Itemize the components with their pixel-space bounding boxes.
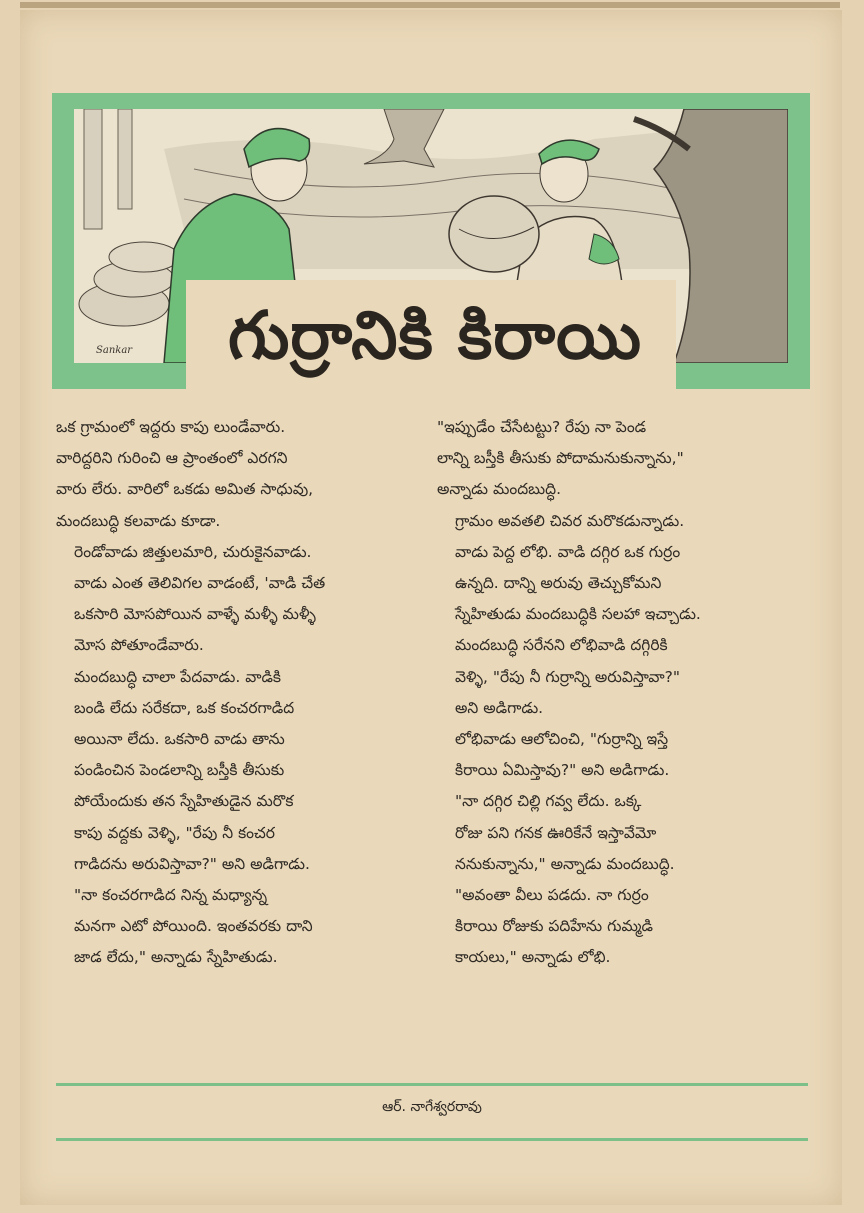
text-line: జాడ లేదు," అన్నాడు స్నేహితుడు. xyxy=(74,948,278,967)
divider-bottom xyxy=(56,1138,808,1141)
text-line: కిరాయి రోజుకు పదిహేను గుమ్మడి xyxy=(455,917,653,936)
paragraph xyxy=(56,537,426,662)
text-line: కాయలు," అన్నాడు లోభి. xyxy=(455,948,611,967)
text-line: లాన్ని బస్తీకి తీసుకు పోదామనుకున్నాను," xyxy=(437,449,684,468)
text-line: స్నేహితుడు మందబుద్ధికి సలహా ఇచ్చాడు. xyxy=(455,605,701,624)
text-line: ననుకున్నాను," అన్నాడు మందబుద్ధి. xyxy=(455,854,675,873)
text-line: వాడు పెద్ద లోభి. వాడి దగ్గిర ఒక గుర్రం xyxy=(455,542,681,561)
story-title: గుర్రానికి కిరాయి xyxy=(227,296,643,374)
text-line: రోజు పని గనక ఊరికేనే ఇస్తావేమో xyxy=(455,823,657,842)
text-line: "ఇప్పుడేం చేసేటట్టు? రేపు నా పెండ xyxy=(437,418,647,436)
text-line: అని అడిగాడు. xyxy=(455,698,544,717)
illustrator-signature: Sankar xyxy=(96,345,133,356)
text-line: మనగా ఎటో పోయింది. ఇంతవరకు దాని xyxy=(74,917,313,936)
left-column xyxy=(56,412,426,974)
divider-top xyxy=(56,1083,808,1086)
text-line: లోభివాడు ఆలోచించి, "గుర్రాన్ని ఇస్తే xyxy=(455,730,669,749)
text-line: మందబుద్ధి కలవాడు కూడా. xyxy=(56,511,221,530)
text-line: మందబుద్ధి చాలా పేదవాడు. వాడికి xyxy=(74,667,282,686)
paragraph xyxy=(437,630,809,724)
text-line: వారు లేరు. వారిలో ఒకడు అమిత సాధువు, xyxy=(56,480,314,499)
paragraph xyxy=(437,412,809,506)
text-line: వారిద్దరిని గురించి ఆ ప్రాంతంలో ఎరగని xyxy=(56,449,288,468)
text-line: గ్రామం అవతలి చివర మరొకడున్నాడు. xyxy=(455,511,685,530)
paragraph xyxy=(56,412,426,537)
paragraph xyxy=(56,662,426,880)
paragraph xyxy=(437,786,809,880)
text-line: బండి లేదు సరేకదా, ఒక కంచరగాడిద xyxy=(74,698,295,717)
text-line: కాపు వద్దకు వెళ్ళి, "రేపు నీ కంచర xyxy=(74,823,275,842)
text-line: వాడు ఎంత తెలివిగల వాడంటే, 'వాడి చేత xyxy=(74,574,326,593)
text-line: పండించిన పెండలాన్ని బస్తీకి తీసుకు xyxy=(74,761,285,780)
text-line: ఒక గ్రామంలో ఇద్దరు కాపు లుండేవారు. xyxy=(56,418,286,436)
text-line: రెండోవాడు జిత్తులమారి, చురుకైనవాడు. xyxy=(74,542,312,561)
text-line: మందబుద్ధి సరేనని లోభివాడి దగ్గిరికి xyxy=(455,636,668,655)
text-line: గాడిదను అరువిస్తావా?" అని అడిగాడు. xyxy=(74,854,310,873)
top-edge xyxy=(20,2,840,8)
paragraph xyxy=(437,880,809,974)
text-line: పోయేందుకు తన స్నేహితుడైన మరొక xyxy=(74,792,294,811)
text-line: "నా కంచరగాడిద నిన్న మధ్యాన్న xyxy=(74,886,268,905)
text-line: వెళ్ళి, "రేపు నీ గుర్రాన్ని అరువిస్తావా?" xyxy=(455,667,680,686)
text-line: ఒకసారి మోసపోయిన వాళ్ళే మళ్ళీ మళ్ళీ xyxy=(74,605,316,624)
text-line: మోస పోతూండేవారు. xyxy=(74,636,204,655)
text-line: "నా దగ్గిర చిల్లి గవ్వ లేదు. ఒక్క xyxy=(455,792,642,811)
text-line: అయినా లేదు. ఒకసారి వాడు తాను xyxy=(74,730,285,749)
text-line: ఉన్నది. దాన్ని అరువు తెచ్చుకోమని xyxy=(455,574,662,593)
paragraph xyxy=(437,506,809,631)
paragraph xyxy=(437,724,809,786)
text-line: అన్నాడు మందబుద్ధి. xyxy=(437,480,561,499)
paragraph xyxy=(56,880,426,974)
text-line: కిరాయి ఏమిస్తావు?" అని అడిగాడు. xyxy=(455,761,670,780)
text-line: "అవంతా వీలు పడదు. నా గుర్రం xyxy=(455,886,649,905)
author-name: ఆర్. నాగేశ్వరరావు xyxy=(382,1099,482,1115)
right-column xyxy=(437,412,809,974)
